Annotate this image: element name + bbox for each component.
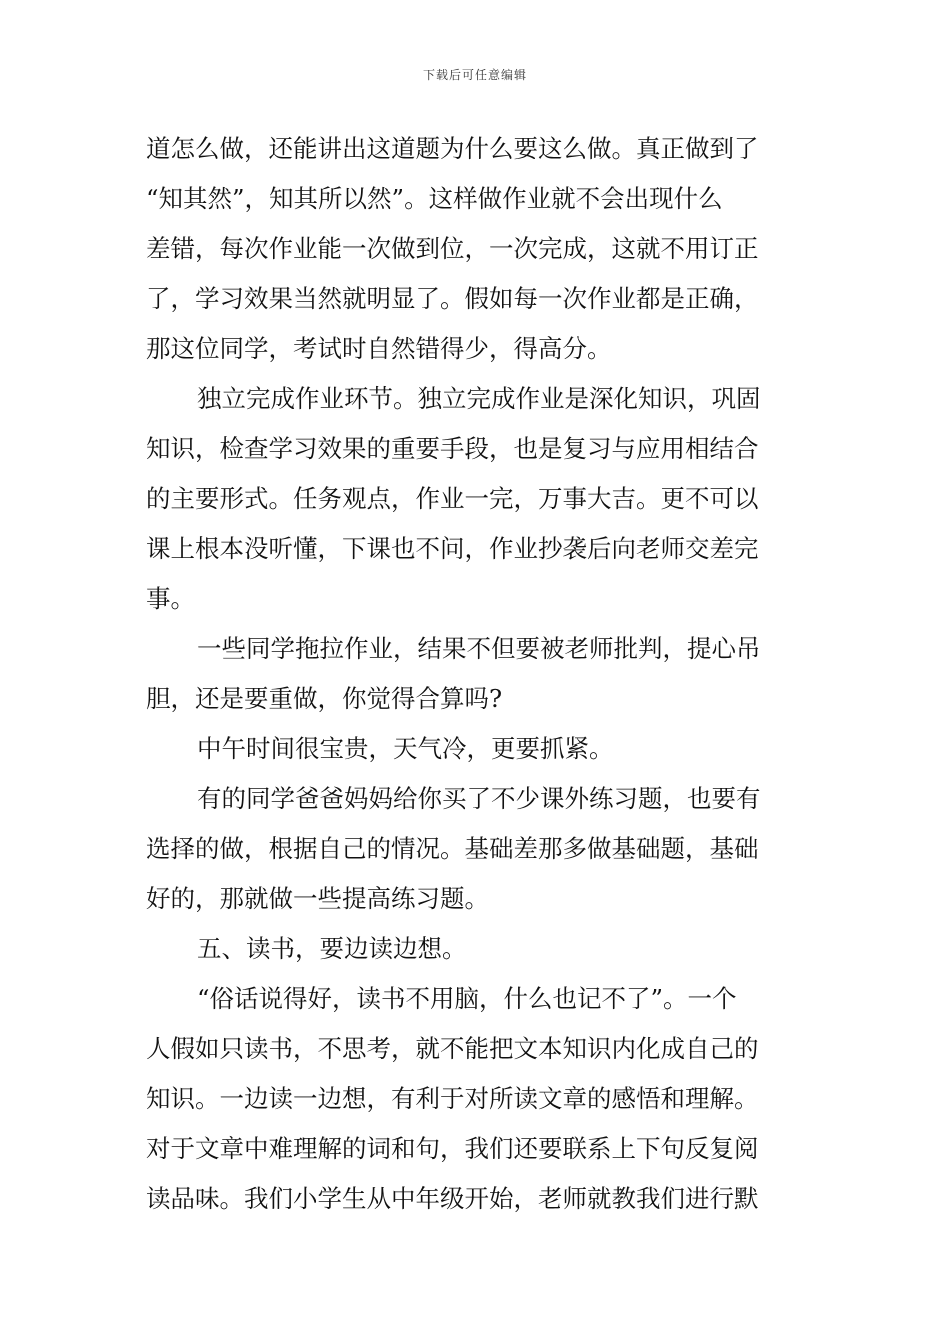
text-line: 人假如只读书，不思考，就不能把文本知识内化成自己的 — [146, 1034, 759, 1063]
text-line: 了，学习效果当然就明显了。假如每一次作业都是正确， — [146, 284, 759, 313]
document-body — [146, 124, 806, 1224]
section-heading: 五、读书，要边读边想。 — [197, 934, 467, 963]
text-line: 对于文章中难理解的词和句，我们还要联系上下句反复阅 — [146, 1134, 759, 1163]
text-line: 差错，每次作业能一次做到位，一次完成，这就不用订正 — [146, 234, 759, 263]
page-header-note: 下载后可任意编辑 — [422, 68, 527, 82]
text-line: 读品味。我们小学生从中年级开始，老师就教我们进行默 — [146, 1184, 759, 1213]
text-line: 知识，检查学习效果的重要手段，也是复习与应用相结合 — [146, 434, 759, 463]
text-line: “知其然”，知其所以然”。这样做作业就不会出现什么 — [146, 184, 723, 213]
text-line: 选择的做，根据自己的情况。基础差那多做基础题，基础 — [146, 834, 759, 863]
paragraph-start-line: 中午时间很宝贵，天气冷，更要抓紧。 — [197, 734, 614, 763]
text-line: 课上根本没听懂，下课也不问，作业抄袭后向老师交差完 — [146, 534, 759, 563]
text-line: 胆，还是要重做，你觉得合算吗? — [146, 684, 503, 713]
text-line: 道怎么做，还能讲出这道题为什么要这么做。真正做到了 — [146, 134, 759, 163]
text-line: 事。 — [146, 584, 195, 613]
paragraph-start-line: 一些同学拖拉作业，结果不但要被老师批判，提心吊 — [197, 634, 761, 663]
paragraph-start-line: 独立完成作业环节。独立完成作业是深化知识，巩固 — [197, 384, 761, 413]
text-line: 知识。一边读一边想，有利于对所读文章的感悟和理解。 — [146, 1084, 759, 1113]
text-line: 好的，那就做一些提高练习题。 — [146, 884, 489, 913]
paragraph-start-line: “俗话说得好，读书不用脑，什么也记不了”。一个 — [197, 984, 737, 1013]
text-line: 的主要形式。任务观点，作业一完，万事大吉。更不可以 — [146, 484, 759, 513]
text-line: 那这位同学，考试时自然错得少，得高分。 — [146, 334, 612, 363]
paragraph-start-line: 有的同学爸爸妈妈给你买了不少课外练习题，也要有 — [197, 784, 761, 813]
